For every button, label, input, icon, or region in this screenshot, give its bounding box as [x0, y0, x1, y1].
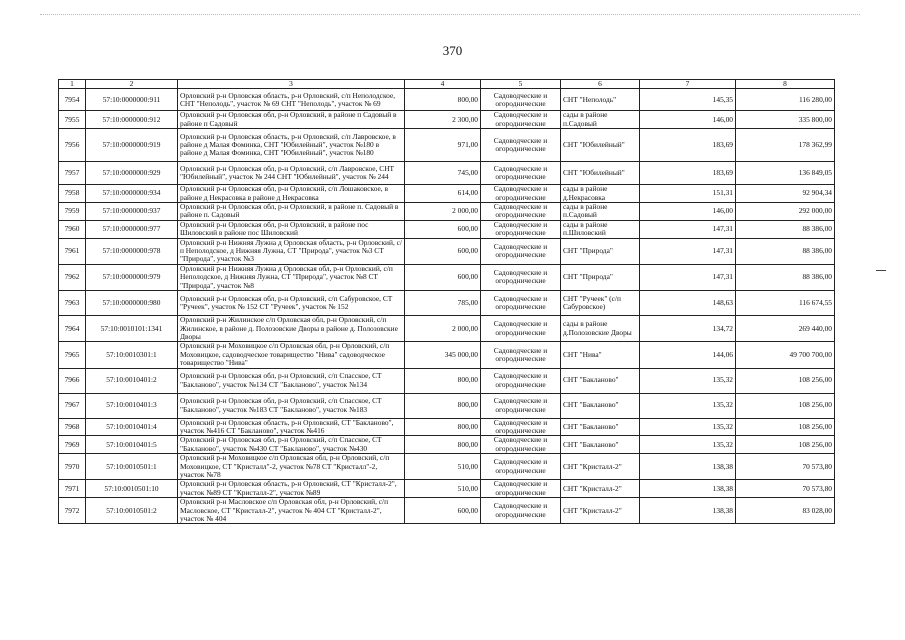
table-row — [59, 111, 835, 129]
land-use-type: Садоводческие и огороднические — [481, 316, 561, 342]
row-number: 7961 — [59, 238, 86, 264]
land-use-type: Садоводческие и огороднические — [481, 418, 561, 436]
location-description: Орловский р-н Моховицкое с/п Орловская обл, р-н Орловский, с/п Моховицкое, садоводческое товарищество "Нива" садоводческое товарищество "Нива" — [178, 342, 405, 368]
cadastral-number: 57:10:0000000:978 — [86, 238, 178, 264]
area-value: 510,00 — [405, 454, 481, 480]
cadastral-rate: 134,72 — [640, 316, 736, 342]
land-use-type: Садоводческие и огороднические — [481, 368, 561, 393]
cadastral-number: 57:10:0010101:1341 — [86, 316, 178, 342]
area-value: 800,00 — [405, 436, 481, 454]
locality-name: СНТ "Природа" — [561, 264, 640, 290]
location-description: Орловский р-н Нижняя Лужна д Орловская область, р-н Орловский, с/п Неполодское, д Нижняя Лужна, СТ "Природа", участок №3 СТ "Природа", участок №3 — [178, 238, 405, 264]
column-header: 2 — [86, 80, 178, 89]
page-number: 370 — [442, 43, 463, 58]
locality-name: СНТ "Кристалл-2" — [561, 480, 640, 498]
row-number: 7971 — [59, 480, 86, 498]
land-use-type: Садоводческие и огороднические — [481, 291, 561, 316]
cadastral-value: 92 904,34 — [736, 185, 835, 203]
land-use-type: Садоводческие и огороднические — [481, 436, 561, 454]
area-value: 614,00 — [405, 185, 481, 203]
land-use-type: Садоводческие и огороднические — [481, 89, 561, 111]
location-description: Орловский р-н Орловская обл, р-н Орловский, с/п Лавровское, СНТ "Юбилейный", участок № 244 СНТ "Юбилейный", участок № 244 — [178, 162, 405, 185]
location-description: Орловский р-н Орловская обл, р-н Орловский, в районе пос Шиловский в районе пос Шиловский — [178, 220, 405, 238]
cadastral-number: 57:10:0000000:929 — [86, 162, 178, 185]
table-row — [59, 498, 835, 524]
cadastral-value: 108 256,00 — [736, 368, 835, 393]
land-use-type: Садоводческие и огороднические — [481, 220, 561, 238]
cadastral-number: 57:10:0000000:912 — [86, 111, 178, 129]
cadastral-rate: 183,69 — [640, 129, 736, 162]
locality-name: сады в районе п.Садовый — [561, 111, 640, 129]
table-row — [59, 316, 835, 342]
cadastral-rate: 151,31 — [640, 185, 736, 203]
table-row — [59, 203, 835, 221]
land-use-type: Садоводческие и огороднические — [481, 454, 561, 480]
table-row — [59, 238, 835, 264]
locality-name: сады в районе д.Некрасовка — [561, 185, 640, 203]
column-header: 3 — [178, 80, 405, 89]
row-number: 7964 — [59, 316, 86, 342]
cadastral-value: 136 849,05 — [736, 162, 835, 185]
area-value: 600,00 — [405, 238, 481, 264]
land-use-type: Садоводческие и огороднические — [481, 393, 561, 418]
column-header: 6 — [561, 80, 640, 89]
locality-name: сады в районе п.Садовый — [561, 203, 640, 221]
cadastral-rate: 135,32 — [640, 393, 736, 418]
location-description: Орловский р-н Орловская область, р-н Орловский, СТ "Кристалл-2", участок №89 СТ "Кристалл-2", участок №89 — [178, 480, 405, 498]
cadastral-number: 57:10:0010401:4 — [86, 418, 178, 436]
locality-name: сады в районе п.Шиловский — [561, 220, 640, 238]
table-row — [59, 342, 835, 368]
row-number: 7965 — [59, 342, 86, 368]
location-description: Орловский р-н Орловская обл, р-н Орловский, с/п Спасское, СТ "Бакланово", участок №134 СТ "Бакланово", участок №134 — [178, 368, 405, 393]
cadastral-number: 57:10:0000000:937 — [86, 203, 178, 221]
cadastral-value: 108 256,00 — [736, 436, 835, 454]
column-header: 1 — [59, 80, 86, 89]
cadastral-value: 88 386,00 — [736, 264, 835, 290]
row-number: 7972 — [59, 498, 86, 524]
cadastral-rate: 146,00 — [640, 111, 736, 129]
area-value: 785,00 — [405, 291, 481, 316]
area-value: 600,00 — [405, 498, 481, 524]
cadastral-rate: 135,32 — [640, 436, 736, 454]
column-header: 7 — [640, 80, 736, 89]
margin-mark — [876, 270, 886, 271]
cadastral-rate: 145,35 — [640, 89, 736, 111]
row-number: 7969 — [59, 436, 86, 454]
cadastral-number: 57:10:0000000:979 — [86, 264, 178, 290]
location-description: Орловский р-н Орловская обл, р-н Орловский, в районе п Садовый в районе п Садовый — [178, 111, 405, 129]
scan-noise-line — [40, 14, 860, 17]
locality-name: СНТ "Бакланово" — [561, 418, 640, 436]
cadastral-number: 57:10:0010501:1 — [86, 454, 178, 480]
cadastral-rate: 147,31 — [640, 220, 736, 238]
cadastral-number: 57:10:0000000:934 — [86, 185, 178, 203]
row-number: 7955 — [59, 111, 86, 129]
cadastral-value: 88 386,00 — [736, 238, 835, 264]
locality-name: СНТ "Неполодь" — [561, 89, 640, 111]
table-row — [59, 418, 835, 436]
table-row — [59, 436, 835, 454]
cadastral-number: 57:10:0010501:10 — [86, 480, 178, 498]
row-number: 7970 — [59, 454, 86, 480]
cadastral-value: 116 280,00 — [736, 89, 835, 111]
column-header: 8 — [736, 80, 835, 89]
cadastral-value: 83 028,00 — [736, 498, 835, 524]
cadastral-rate: 148,63 — [640, 291, 736, 316]
location-description: Орловский р-н Нижняя Лужна д Орловская обл, р-н Орловский, с/п Неполодское, д Нижняя Лужна, СТ "Природа", участок №8 СТ "Природа", участок №8 — [178, 264, 405, 290]
cadastral-number: 57:10:0010301:1 — [86, 342, 178, 368]
location-description: Орловский р-н Орловская область, р-н Орловский, СТ "Бакланово", участок №416 СТ "Бакланово", участок №416 — [178, 418, 405, 436]
cadastral-rate: 138,38 — [640, 454, 736, 480]
cadastral-number: 57:10:0010401:2 — [86, 368, 178, 393]
table-row — [59, 368, 835, 393]
location-description: Орловский р-н Орловская область, р-н Орловский, с/п Неполодское, СНТ "Неполодь", участок № 69 СНТ "Неполодь", участок № 69 — [178, 89, 405, 111]
table-row — [59, 89, 835, 111]
row-number: 7967 — [59, 393, 86, 418]
table-row — [59, 393, 835, 418]
row-number: 7956 — [59, 129, 86, 162]
area-value: 800,00 — [405, 89, 481, 111]
table-row — [59, 480, 835, 498]
column-number-row — [59, 80, 835, 89]
location-description: Орловский р-н Орловская обл, р-н Орловский, с/п Спасское, СТ "Бакланово", участок №430 СТ "Бакланово", участок №430 — [178, 436, 405, 454]
location-description: Орловский р-н Орловская область, р-н Орловский, с/п Лавровское, в районе д Малая Фоминка, СНТ "Юбилейный", участок №180 в районе д Малая Фоминка, СНТ "Юбилейный", участок №180 — [178, 129, 405, 162]
cadastral-number: 57:10:0010401:3 — [86, 393, 178, 418]
table-row — [59, 291, 835, 316]
row-number: 7962 — [59, 264, 86, 290]
table-row — [59, 220, 835, 238]
row-number: 7959 — [59, 203, 86, 221]
location-description: Орловский р-н Орловская обл, р-н Орловский, в районе п. Садовый в районе п. Садовый — [178, 203, 405, 221]
land-use-type: Садоводческие и огороднические — [481, 264, 561, 290]
locality-name: СНТ "Ручеек" (с/п Сабуровское) — [561, 291, 640, 316]
locality-name: сады в районе д.Полозовские Дворы — [561, 316, 640, 342]
locality-name: СНТ "Бакланово" — [561, 436, 640, 454]
land-use-type: Садоводческие и огороднические — [481, 129, 561, 162]
location-description: Орловский р-н Моховицкое с/п Орловская обл, р-н Орловский, с/п Моховицкое, СТ "Кристалл"-2, участок №78 СТ "Кристалл"-2, участок №78 — [178, 454, 405, 480]
cadastral-rate: 138,38 — [640, 480, 736, 498]
cadastral-value: 108 256,00 — [736, 393, 835, 418]
table-row — [59, 162, 835, 185]
land-use-type: Садоводческие и огороднические — [481, 203, 561, 221]
area-value: 600,00 — [405, 220, 481, 238]
locality-name: СНТ "Юбилейный" — [561, 129, 640, 162]
row-number: 7954 — [59, 89, 86, 111]
location-description: Орловский р-н Масловское с/п Орловская обл, р-н Орловский, с/п Масловское, СТ "Кристалл-2", участок № 404 СТ "Кристалл-2", участок № 404 — [178, 498, 405, 524]
locality-name: СНТ "Природа" — [561, 238, 640, 264]
cadastral-value: 292 000,00 — [736, 203, 835, 221]
area-value: 745,00 — [405, 162, 481, 185]
row-number: 7963 — [59, 291, 86, 316]
locality-name: СНТ "Кристалл-2" — [561, 454, 640, 480]
cadastral-rate: 147,31 — [640, 264, 736, 290]
table-row — [59, 264, 835, 290]
area-value: 800,00 — [405, 368, 481, 393]
cadastral-value: 70 573,80 — [736, 480, 835, 498]
land-use-type: Садоводческие и огороднические — [481, 480, 561, 498]
cadastral-value: 269 440,00 — [736, 316, 835, 342]
cadastral-value: 178 362,99 — [736, 129, 835, 162]
row-number: 7960 — [59, 220, 86, 238]
cadastral-value: 70 573,80 — [736, 454, 835, 480]
location-description: Орловский р-н Орловская обл, р-н Орловский, с/п Сабуровское, СТ "Ручеек", участок № 152 СТ "Ручеек", участок № 152 — [178, 291, 405, 316]
cadastral-rate: 183,69 — [640, 162, 736, 185]
land-use-type: Садоводческие и огороднические — [481, 498, 561, 524]
cadastral-rate: 135,32 — [640, 418, 736, 436]
cadastral-rate: 146,00 — [640, 203, 736, 221]
area-value: 800,00 — [405, 418, 481, 436]
cadastral-rate: 144,06 — [640, 342, 736, 368]
land-use-type: Садоводческие и огороднические — [481, 342, 561, 368]
cadastral-number: 57:10:0010501:2 — [86, 498, 178, 524]
area-value: 971,00 — [405, 129, 481, 162]
cadastral-value: 108 256,00 — [736, 418, 835, 436]
cadastral-rate: 138,38 — [640, 498, 736, 524]
area-value: 2 000,00 — [405, 316, 481, 342]
cadastral-value: 88 386,00 — [736, 220, 835, 238]
locality-name: СНТ "Нива" — [561, 342, 640, 368]
location-description: Орловский р-н Орловская обл, р-н Орловский, с/п Лошаковское, в районе д Некрасовка в районе д Некрасовка — [178, 185, 405, 203]
land-use-type: Садоводческие и огороднические — [481, 162, 561, 185]
cadastral-rate: 135,32 — [640, 368, 736, 393]
cadastral-number: 57:10:0000000:980 — [86, 291, 178, 316]
cadastral-number: 57:10:0000000:977 — [86, 220, 178, 238]
locality-name: СНТ "Бакланово" — [561, 368, 640, 393]
area-value: 800,00 — [405, 393, 481, 418]
locality-name: СНТ "Юбилейный" — [561, 162, 640, 185]
table-body — [59, 89, 835, 524]
row-number: 7957 — [59, 162, 86, 185]
area-value: 510,00 — [405, 480, 481, 498]
cadastral-number: 57:10:0010401:5 — [86, 436, 178, 454]
land-use-type: Садоводческие и огороднические — [481, 111, 561, 129]
row-number: 7966 — [59, 368, 86, 393]
locality-name: СНТ "Бакланово" — [561, 393, 640, 418]
cadastral-number: 57:10:0000000:911 — [86, 89, 178, 111]
column-header: 5 — [481, 80, 561, 89]
cadastral-value: 49 700 700,00 — [736, 342, 835, 368]
cadastral-number: 57:10:0000000:919 — [86, 129, 178, 162]
row-number: 7968 — [59, 418, 86, 436]
area-value: 2 300,00 — [405, 111, 481, 129]
location-description: Орловский р-н Жилинское с/п Орловская обл, р-н Орловский, с/п Жилинское, в районе д. Полозовские Дворы в районе д. Полозовские Дворы — [178, 316, 405, 342]
land-registry-table — [58, 79, 835, 524]
table-row — [59, 454, 835, 480]
table-row — [59, 129, 835, 162]
area-value: 600,00 — [405, 264, 481, 290]
row-number: 7958 — [59, 185, 86, 203]
column-header: 4 — [405, 80, 481, 89]
area-value: 2 000,00 — [405, 203, 481, 221]
cadastral-value: 116 674,55 — [736, 291, 835, 316]
table-row — [59, 185, 835, 203]
cadastral-value: 335 800,00 — [736, 111, 835, 129]
land-use-type: Садоводческие и огороднические — [481, 238, 561, 264]
area-value: 345 000,00 — [405, 342, 481, 368]
land-use-type: Садоводческие и огороднические — [481, 185, 561, 203]
locality-name: СНТ "Кристалл-2" — [561, 498, 640, 524]
location-description: Орловский р-н Орловская обл, р-н Орловский, с/п Спасское, СТ "Бакланово", участок №183 СТ "Бакланово", участок №183 — [178, 393, 405, 418]
cadastral-rate: 147,31 — [640, 238, 736, 264]
